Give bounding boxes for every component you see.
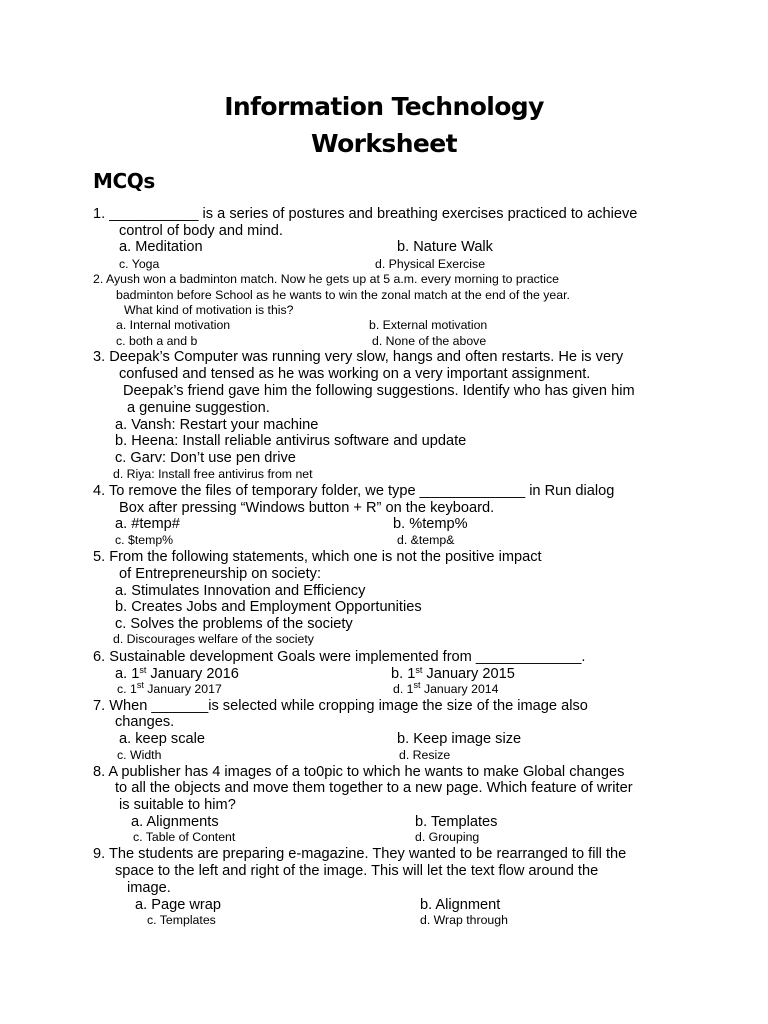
option-c: c. Garv: Don’t use pen drive — [115, 450, 296, 466]
option-text: c. 1 — [117, 682, 137, 696]
question-text: is suitable to him? — [119, 797, 236, 813]
question-text: badminton before School as he wants to win the zonal match at the end of the year. — [116, 288, 570, 302]
option-a: a. keep scale — [119, 731, 205, 747]
option-a — [115, 666, 239, 683]
question-text: 2. Ayush won a badminton match. Now he gets up at 5 a.m. every morning to practice — [93, 272, 559, 286]
option-a: a. Stimulates Innovation and Efficiency — [115, 583, 366, 599]
question-text: image. — [127, 880, 171, 896]
option-d: d. Wrap through — [420, 913, 508, 927]
option-b: b. Keep image size — [397, 731, 522, 747]
option-d: d. Resize — [399, 748, 451, 762]
option-text: January 2014 — [420, 682, 499, 696]
option-b: b. Nature Walk — [397, 239, 493, 255]
ordinal-suffix: st — [415, 665, 423, 675]
option-d: d. Grouping — [415, 830, 480, 844]
option-d: d. Riya: Install free antivirus from net — [113, 467, 313, 481]
option-b: b. Creates Jobs and Employment Opportunities — [115, 599, 422, 615]
ordinal-suffix: st — [136, 680, 144, 690]
question-text: 8. A publisher has 4 images of a to0pic to which he wants to make Global changes — [93, 764, 625, 780]
question-text: changes. — [115, 714, 175, 730]
page-subtitle: Worksheet — [311, 129, 457, 158]
ordinal-suffix: st — [413, 680, 421, 690]
option-text: January 2015 — [422, 666, 515, 682]
question-text: Deepak’s friend gave him the following suggestions. Identify who has given him — [123, 383, 635, 399]
section-heading: MCQs — [93, 169, 155, 193]
option-c: c. both a and b — [116, 334, 198, 348]
question-text: 7. When _______is selected while cropping image the size of the image also — [93, 698, 588, 714]
question-text: 5. From the following statements, which one is not the positive impact — [93, 549, 542, 565]
option-text: January 2016 — [146, 666, 239, 682]
question-text: to all the objects and move them together to a new page. Which feature of writer — [115, 780, 633, 796]
option-text: d. 1 — [393, 682, 414, 696]
question-text: 4. To remove the files of temporary folder, we type _____________ in Run dialog — [93, 483, 615, 499]
option-b: b. Alignment — [420, 897, 501, 913]
option-text: January 2017 — [143, 682, 222, 696]
question-text: 1. ___________ is a series of postures and breathing exercises practiced to achieve — [93, 206, 638, 222]
option-d: d. Physical Exercise — [375, 257, 486, 271]
option-a: a. Meditation — [119, 239, 203, 255]
option-c: c. Solves the problems of the society — [115, 616, 353, 632]
ordinal-suffix: st — [139, 665, 147, 675]
option-c — [117, 682, 222, 696]
question-text: of Entrepreneurship on society: — [119, 566, 321, 582]
option-c: c. $temp% — [115, 533, 174, 547]
option-d: d. None of the above — [372, 334, 487, 348]
option-c: c. Templates — [147, 913, 216, 927]
option-a: a. Vansh: Restart your machine — [115, 417, 319, 433]
option-text: a. 1 — [115, 666, 140, 682]
page-title: Information Technology — [224, 92, 544, 121]
option-b: b. Heena: Install reliable antivirus software and update — [115, 433, 467, 449]
option-b: b. %temp% — [393, 516, 468, 532]
option-c: c. Width — [117, 748, 162, 762]
option-a: a. Alignments — [131, 814, 219, 830]
option-c: c. Table of Content — [133, 830, 236, 844]
option-d: d. &temp& — [397, 533, 455, 547]
option-b: b. External motivation — [369, 318, 488, 332]
option-b: b. Templates — [415, 814, 498, 830]
question-text: 6. Sustainable development Goals were implemented from _____________. — [93, 649, 586, 665]
option-text: b. 1 — [391, 666, 416, 682]
option-a: a. #temp# — [115, 516, 180, 532]
question-text: Box after pressing “Windows button + R” on the keyboard. — [119, 500, 495, 516]
question-text: space to the left and right of the image. This will let the text flow around the — [115, 863, 599, 879]
option-a: a. Page wrap — [135, 897, 221, 913]
option-d: d. Discourages welfare of the society — [113, 632, 314, 646]
option-c: c. Yoga — [119, 257, 160, 271]
option-d — [393, 682, 498, 696]
option-b — [391, 666, 515, 683]
question-text: What kind of motivation is this? — [124, 303, 294, 317]
question-text: 9. The students are preparing e-magazine. They wanted to be rearranged to fill the — [93, 846, 627, 862]
question-text: confused and tensed as he was working on a very important assignment. — [119, 366, 591, 382]
option-a: a. Internal motivation — [116, 318, 231, 332]
question-text: 3. Deepak’s Computer was running very slow, hangs and often restarts. He is very — [93, 349, 624, 365]
question-text: a genuine suggestion. — [127, 400, 270, 416]
question-text: control of body and mind. — [119, 223, 283, 239]
